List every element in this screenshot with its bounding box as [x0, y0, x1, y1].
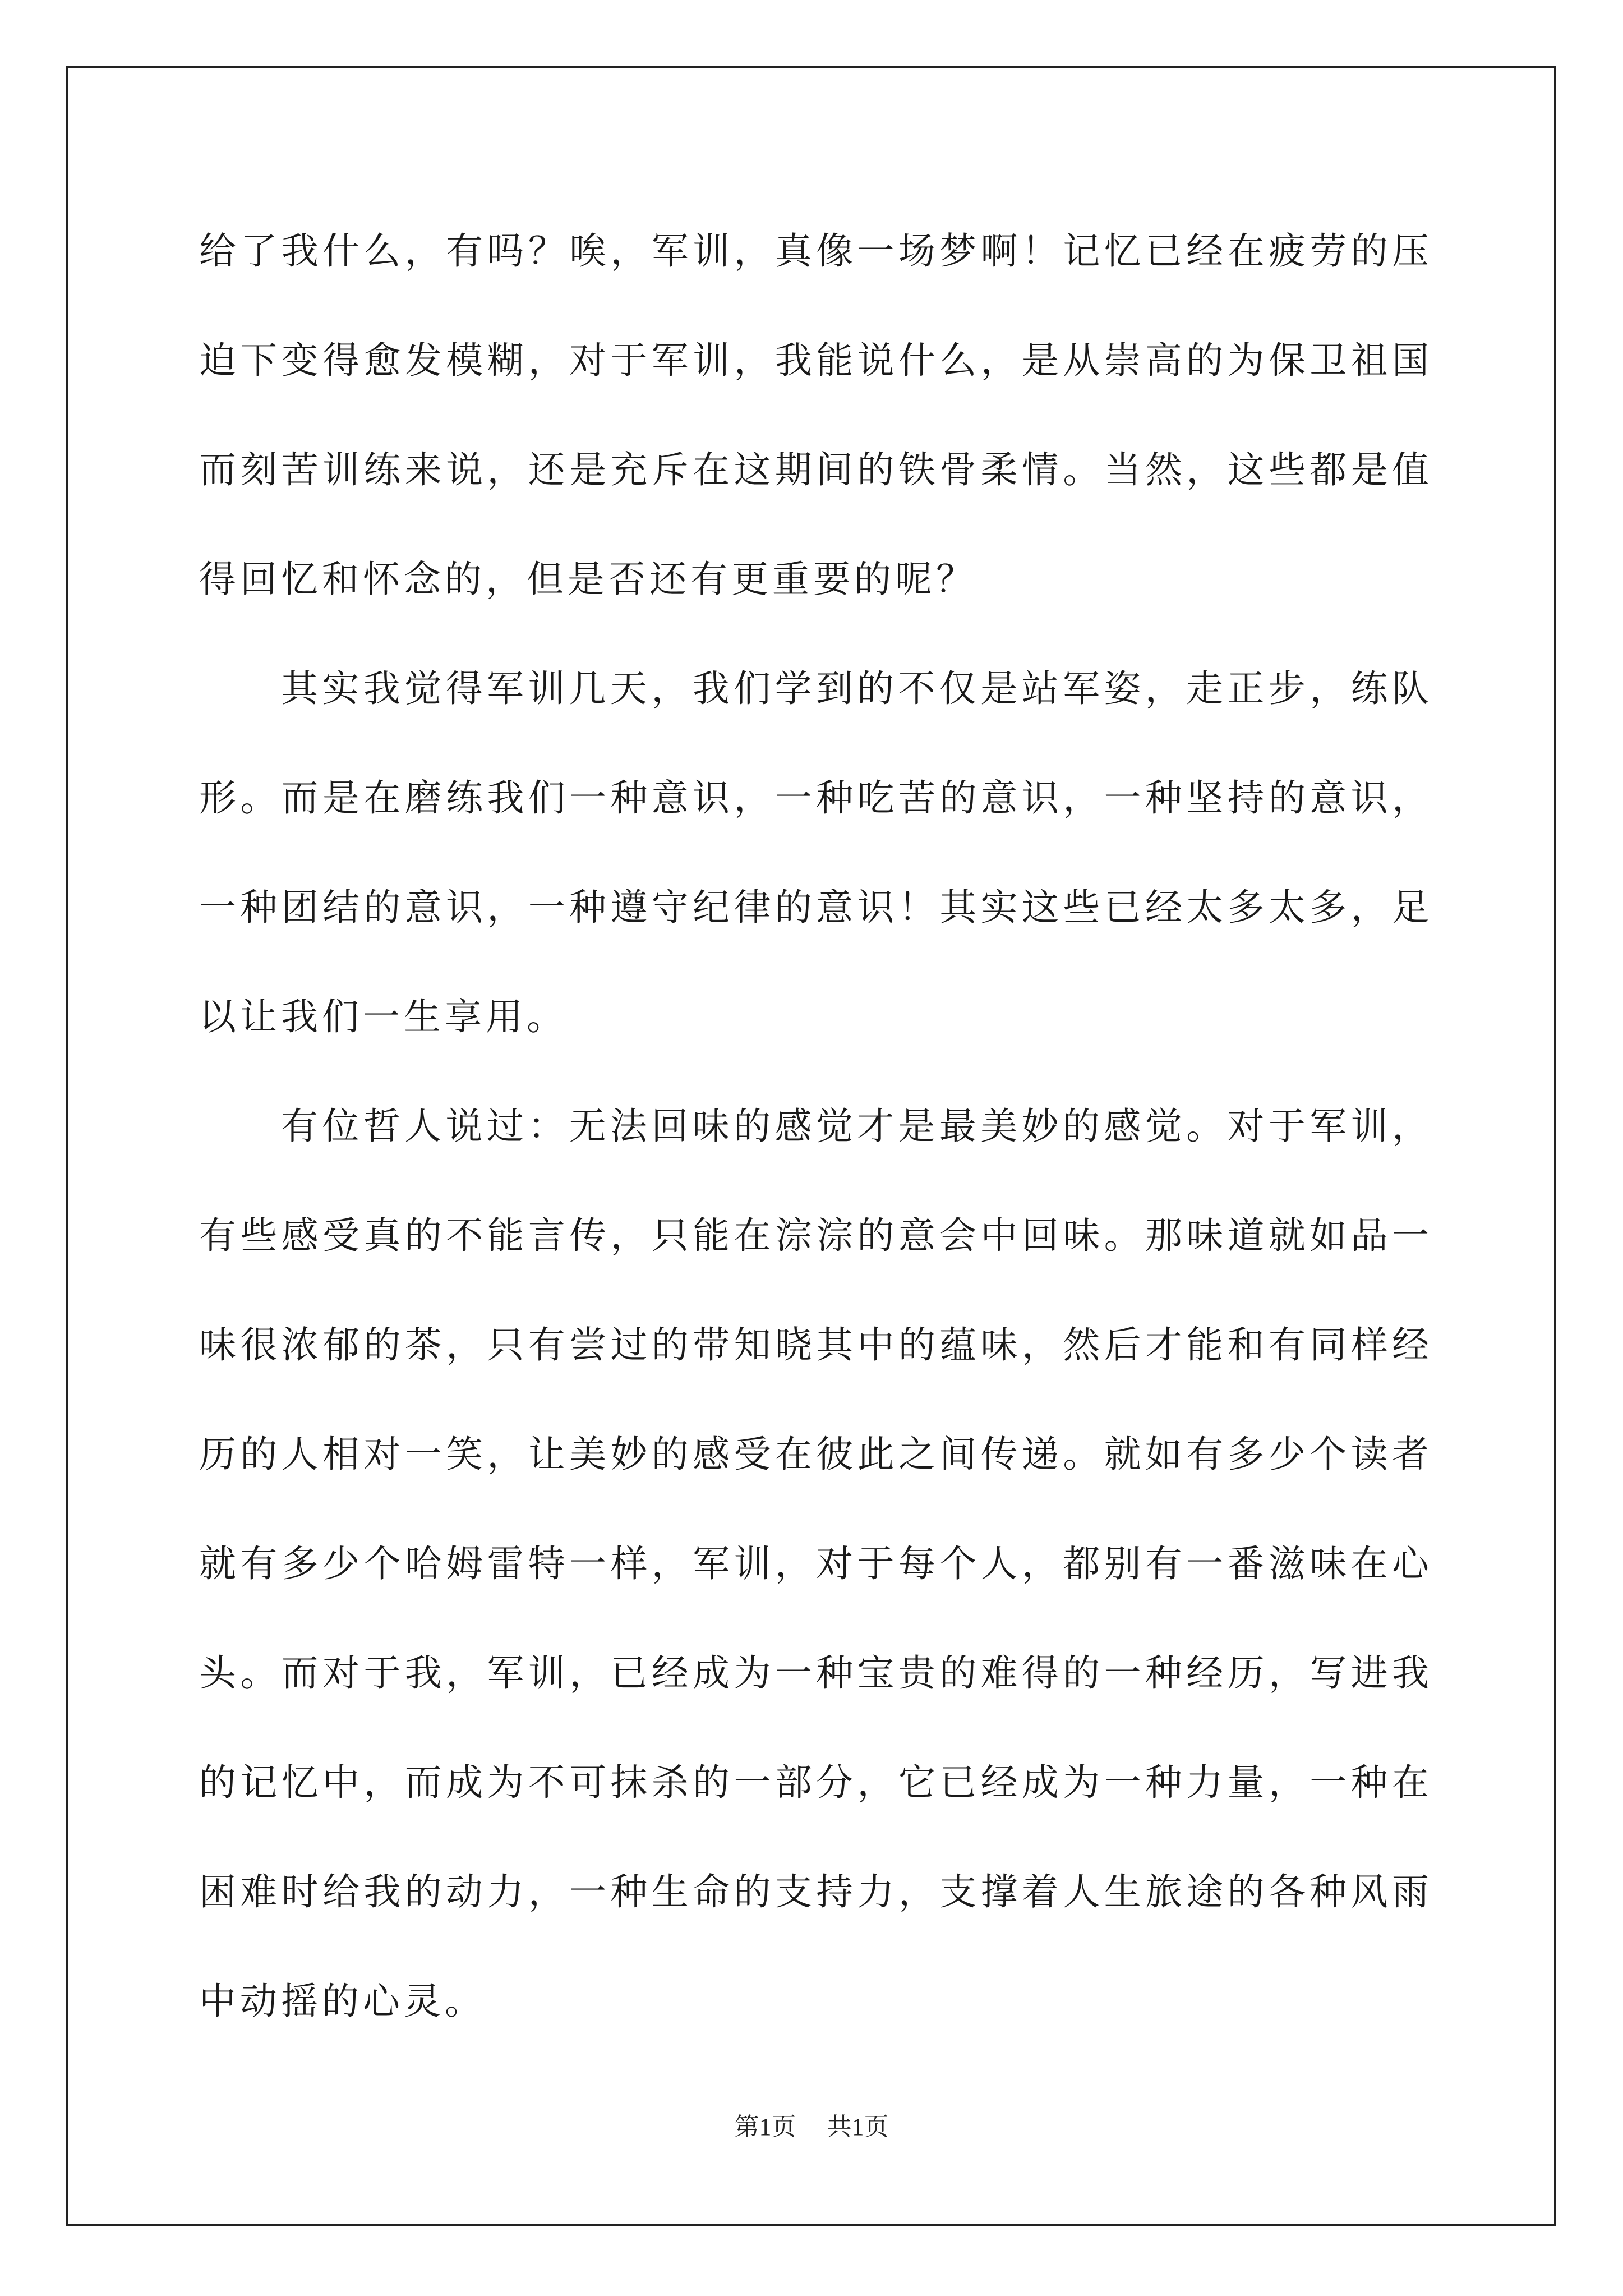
paragraph-1: 给了我什么，有吗？唉，军训，真像一场梦啊！记忆已经在疲劳的压迫下变得愈发模糊，对于军训，我能说什么，是从崇高的为保卫祖国而刻苦训练来说，还是充斥在这期间的铁骨柔情。当然，这些都是值得回忆和怀念的，但是否还有更重要的呢？ — [199, 229, 1433, 601]
page-number: 第1页 — [734, 2113, 796, 2141]
paragraph-2: 其实我觉得军训几天，我们学到的不仅是站军姿，走正步，练队形。而是在磨练我们一种意识，一种吃苦的意识，一种坚持的意识，一种团结的意识，一种遵守纪律的意识！其实这些已经太多太多，足以让我们一生享用。 — [199, 667, 1433, 1038]
paragraph-3: 有位哲人说过：无法回味的感觉才是最美妙的感觉。对于军训，有些感受真的不能言传，只能在淙淙的意会中回味。那味道就如品一味很浓郁的茶，只有尝过的带知晓其中的蕴味，然后才能和有同样经历的人相对一笑，让美妙的感受在彼此之间传递。就如有多少个读者就有多少个哈姆雷特一样，军训，对于每个人，都别有一番滋味在心头。而对于我，军训，已经成为一种宝贵的难得的一种经历，写进我的记忆中，而成为不可抹杀的一部分，它已经成为一种力量，一种在困难时给我的动力，一种生命的支持力，支撑着人生旅途的各种风雨中动摇的心灵。 — [199, 1105, 1433, 2023]
document-body — [199, 196, 1433, 2056]
page-total: 共1页 — [827, 2113, 889, 2141]
page-footer — [0, 2110, 1623, 2144]
